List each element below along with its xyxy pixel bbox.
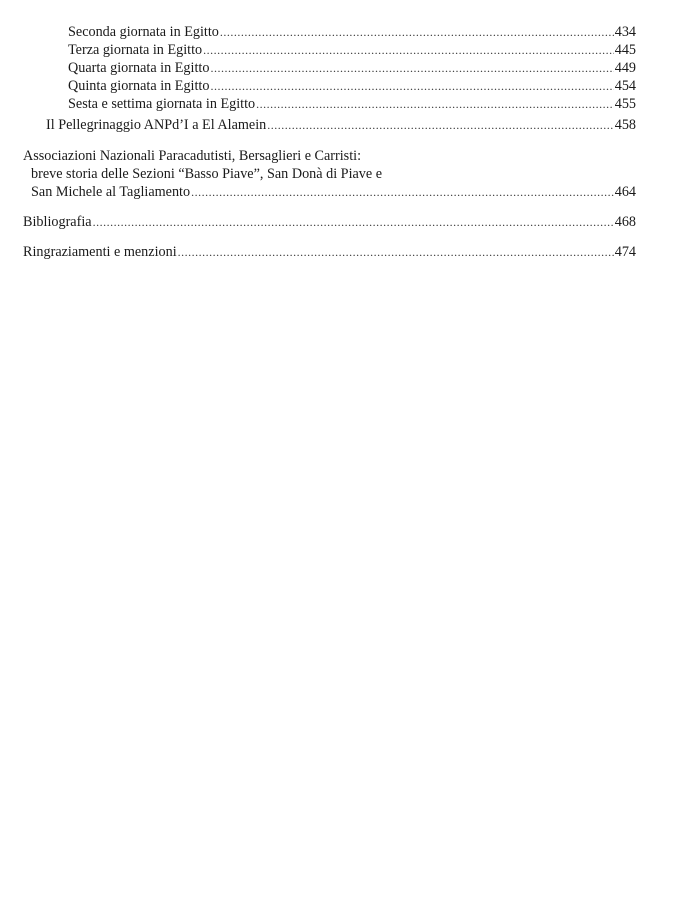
toc-entry-associazioni-line2[interactable]: breve storia delle Sezioni “Basso Piave”, San Donà di Piave e [31,166,383,182]
toc-entry-ringraziamenti[interactable] [23,243,636,261]
toc-entry-page: 449 [614,60,636,76]
dot-leader [203,41,614,59]
toc-entry-page: 455 [614,96,636,112]
toc-entry-quarta-giornata[interactable] [68,59,636,77]
toc-entry-title: Bibliografia [23,214,92,230]
toc-entry-title: Il Pellegrinaggio ANPd’I a El Alamein [46,117,267,133]
toc-entry-title: San Michele al Tagliamento [31,184,191,200]
toc-entry-page: 474 [614,244,636,260]
dot-leader [220,23,614,41]
toc-entry-title: Quinta giornata in Egitto [68,78,210,94]
toc-entry-page: 454 [614,78,636,94]
toc-entry-pellegrinaggio[interactable] [46,116,636,134]
toc-entry-page: 445 [614,42,636,58]
toc-entry-page: 458 [614,117,636,133]
dot-leader [210,59,613,77]
toc-entry-bibliografia[interactable] [23,213,636,231]
toc-entry-seconda-giornata[interactable] [68,23,636,41]
dot-leader [210,77,613,95]
toc-entry-page: 434 [614,24,636,40]
toc-entry-title: Sesta e settima giornata in Egitto [68,96,256,112]
toc-entry-page: 464 [614,184,636,200]
toc-entry-title: Seconda giornata in Egitto [68,24,219,40]
toc-entry-title: Ringraziamenti e menzioni [23,244,177,260]
toc-entry-title: Quarta giornata in Egitto [68,60,210,76]
toc-entry-associazioni[interactable] [31,183,636,201]
toc-entry-associazioni-line1[interactable]: Associazioni Nazionali Paracadutisti, Bersaglieri e Carristi: [23,148,362,164]
toc-entry-page: 468 [614,214,636,230]
toc-entry-quinta-giornata[interactable] [68,77,636,95]
toc-entry-sesta-settima-giornata[interactable] [68,95,636,113]
dot-leader [267,116,613,134]
dot-leader [191,183,614,201]
dot-leader [178,243,614,261]
toc-entry-terza-giornata[interactable] [68,41,636,59]
dot-leader [93,213,614,231]
toc-entry-title: Terza giornata in Egitto [68,42,203,58]
dot-leader [256,95,614,113]
